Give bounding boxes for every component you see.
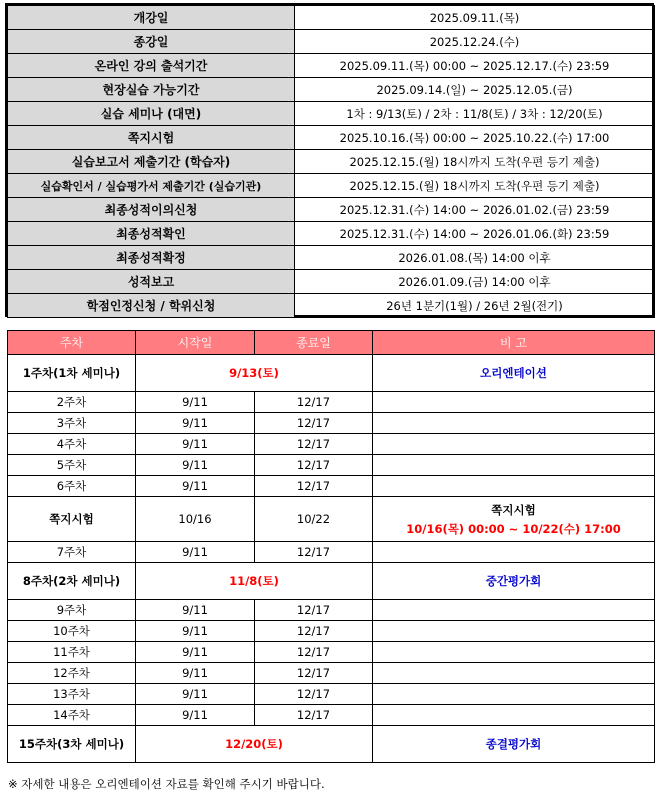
schedule-label: 최종성적이의신청	[8, 198, 295, 222]
table-row	[8, 642, 655, 663]
start-cell: 10/16	[136, 497, 255, 542]
week-cell: 10주차	[8, 621, 136, 642]
schedule-label: 종강일	[8, 30, 295, 54]
end-cell: 12/17	[255, 684, 373, 705]
schedule-value: 2026.01.08.(목) 14:00 이후	[295, 246, 655, 270]
header-end-date: 종료일	[255, 331, 373, 355]
week-cell: 1주차(1차 세미나)	[8, 355, 136, 392]
schedule-value: 2025.12.31.(수) 14:00 ~ 2026.01.02.(금) 23:59	[295, 198, 655, 222]
schedule-row	[8, 6, 655, 30]
start-cell: 9/11	[136, 705, 255, 726]
start-cell: 9/11	[136, 663, 255, 684]
note-cell	[373, 542, 655, 563]
seminar-date: 11/8(토)	[136, 563, 373, 600]
start-cell: 9/11	[136, 392, 255, 413]
note-cell: 중간평가회	[373, 563, 655, 600]
week-cell: 15주차(3차 세미나)	[8, 726, 136, 763]
schedule-value: 2026.01.09.(금) 14:00 이후	[295, 270, 655, 294]
schedule-row	[8, 30, 655, 54]
schedule-value: 2025.12.24.(수)	[295, 30, 655, 54]
week-cell: 쪽지시험	[8, 497, 136, 542]
note-cell: 종결평가회	[373, 726, 655, 763]
header-note: 비 고	[373, 331, 655, 355]
end-cell: 12/17	[255, 455, 373, 476]
note-cell	[373, 621, 655, 642]
schedule-value: 2025.09.14.(일) ~ 2025.12.05.(금)	[295, 78, 655, 102]
end-cell: 12/17	[255, 476, 373, 497]
schedule-label: 현장실습 가능기간	[8, 78, 295, 102]
schedule-row	[8, 222, 655, 246]
schedule-value: 2025.12.15.(월) 18시까지 도착(우편 등기 제출)	[295, 174, 655, 198]
schedule-row	[8, 198, 655, 222]
table-row	[8, 413, 655, 434]
week-cell: 6주차	[8, 476, 136, 497]
schedule-label: 개강일	[8, 6, 295, 30]
schedule-value: 2025.12.31.(수) 14:00 ~ 2026.01.06.(화) 23:59	[295, 222, 655, 246]
start-cell: 9/11	[136, 455, 255, 476]
end-cell: 10/22	[255, 497, 373, 542]
table-row	[8, 563, 655, 600]
schedule-label: 온라인 강의 출석기간	[8, 54, 295, 78]
week-cell: 12주차	[8, 663, 136, 684]
week-cell: 13주차	[8, 684, 136, 705]
schedule-row	[8, 126, 655, 150]
start-cell: 9/11	[136, 600, 255, 621]
end-cell: 12/17	[255, 392, 373, 413]
end-cell: 12/17	[255, 434, 373, 455]
schedule-row	[8, 150, 655, 174]
schedule-value: 1차 : 9/13(토) / 2차 : 11/8(토) / 3차 : 12/20(토)	[295, 102, 655, 126]
table-row	[8, 663, 655, 684]
schedule-row	[8, 270, 655, 294]
schedule-row	[8, 102, 655, 126]
note-cell	[373, 642, 655, 663]
seminar-date: 12/20(토)	[136, 726, 373, 763]
schedule-row	[8, 174, 655, 198]
schedule-row	[8, 294, 655, 318]
note-cell	[373, 455, 655, 476]
table-row	[8, 476, 655, 497]
table-row	[8, 684, 655, 705]
header-week: 주차	[8, 331, 136, 355]
start-cell: 9/11	[136, 642, 255, 663]
schedule-value: 2025.09.11.(목) 00:00 ~ 2025.12.17.(수) 23:59	[295, 54, 655, 78]
header-start-date: 시작일	[136, 331, 255, 355]
schedule-table	[7, 5, 655, 318]
exam-note-title: 쪽지시험	[491, 502, 536, 517]
schedule-value: 2025.09.11.(목)	[295, 6, 655, 30]
start-cell: 9/11	[136, 684, 255, 705]
note-cell	[373, 663, 655, 684]
schedule-value: 26년 1분기(1월) / 26년 2월(전기)	[295, 294, 655, 318]
week-cell: 4주차	[8, 434, 136, 455]
table-row	[8, 621, 655, 642]
table-row	[8, 455, 655, 476]
schedule-label: 실습보고서 제출기간 (학습자)	[8, 150, 295, 174]
weekly-schedule-table	[7, 330, 655, 763]
table-row	[8, 497, 655, 542]
schedule-label: 학점인정신청 / 학위신청	[8, 294, 295, 318]
note-cell	[373, 434, 655, 455]
end-cell: 12/17	[255, 621, 373, 642]
end-cell: 12/17	[255, 663, 373, 684]
week-cell: 2주차	[8, 392, 136, 413]
table-row	[8, 434, 655, 455]
exam-note-detail: 10/16(목) 00:00 ~ 10/22(수) 17:00	[406, 521, 621, 536]
end-cell: 12/17	[255, 542, 373, 563]
note-cell	[373, 684, 655, 705]
week-cell: 7주차	[8, 542, 136, 563]
week-cell: 5주차	[8, 455, 136, 476]
note-cell	[373, 497, 655, 542]
week-cell: 14주차	[8, 705, 136, 726]
table-row	[8, 600, 655, 621]
schedule-label: 쪽지시험	[8, 126, 295, 150]
schedule-row	[8, 246, 655, 270]
schedule-label: 실습 세미나 (대면)	[8, 102, 295, 126]
end-cell: 12/17	[255, 413, 373, 434]
week-cell: 11주차	[8, 642, 136, 663]
table-header-row	[8, 331, 655, 355]
note-cell	[373, 476, 655, 497]
note-cell	[373, 392, 655, 413]
schedule-label: 최종성적확인	[8, 222, 295, 246]
week-cell: 8주차(2차 세미나)	[8, 563, 136, 600]
start-cell: 9/11	[136, 413, 255, 434]
schedule-label: 최종성적확정	[8, 246, 295, 270]
table-row	[8, 355, 655, 392]
start-cell: 9/11	[136, 542, 255, 563]
end-cell: 12/17	[255, 642, 373, 663]
schedule-label: 성적보고	[8, 270, 295, 294]
note-cell	[373, 705, 655, 726]
note-cell	[373, 600, 655, 621]
start-cell: 9/11	[136, 476, 255, 497]
schedule-value: 2025.10.16.(목) 00:00 ~ 2025.10.22.(수) 17:00	[295, 126, 655, 150]
schedule-value: 2025.12.15.(월) 18시까지 도착(우편 등기 제출)	[295, 150, 655, 174]
table-row	[8, 392, 655, 413]
note-cell: 오리엔테이션	[373, 355, 655, 392]
schedule-label: 실습확인서 / 실습평가서 제출기간 (실습기관)	[8, 174, 295, 198]
table-row	[8, 705, 655, 726]
week-cell: 9주차	[8, 600, 136, 621]
week-cell: 3주차	[8, 413, 136, 434]
schedule-row	[8, 54, 655, 78]
table-row	[8, 542, 655, 563]
footnote: ※ 자세한 내용은 오리엔테이션 자료를 확인해 주시기 바랍니다.	[8, 777, 325, 791]
start-cell: 9/11	[136, 621, 255, 642]
end-cell: 12/17	[255, 705, 373, 726]
start-cell: 9/11	[136, 434, 255, 455]
schedule-row	[8, 78, 655, 102]
end-cell: 12/17	[255, 600, 373, 621]
note-cell	[373, 413, 655, 434]
table-row	[8, 726, 655, 763]
seminar-date: 9/13(토)	[136, 355, 373, 392]
